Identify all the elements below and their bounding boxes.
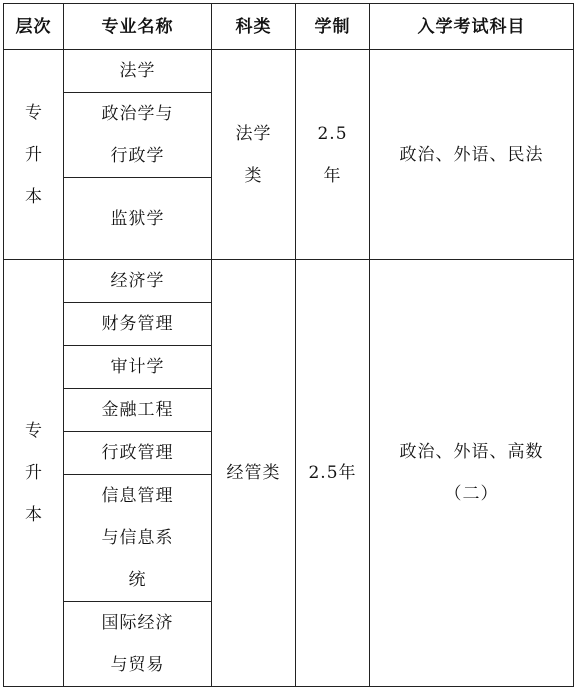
group2-major-cell bbox=[64, 602, 212, 687]
group1-exam-subjects: 政治、外语、民法 bbox=[370, 50, 574, 260]
header-row bbox=[4, 4, 574, 50]
group1-category-cell bbox=[212, 50, 296, 260]
table-row bbox=[4, 50, 574, 93]
group2-major: 信息管理与信息系统 bbox=[101, 486, 174, 590]
group2-major: 行政管理 bbox=[64, 432, 212, 475]
group1-category: 法学类 bbox=[235, 123, 272, 186]
header-exam-subjects: 入学考试科目 bbox=[370, 4, 574, 50]
table-row bbox=[4, 260, 574, 303]
header-category: 科类 bbox=[212, 4, 296, 50]
group1-duration-cell bbox=[296, 50, 370, 260]
group2-duration: 2.5年 bbox=[296, 260, 370, 687]
header-duration: 学制 bbox=[296, 4, 370, 50]
group2-exam-subjects-cell bbox=[370, 260, 574, 687]
group1-major: 政治学与行政学 bbox=[101, 104, 174, 166]
group1-major: 监狱学 bbox=[64, 178, 212, 260]
group2-major: 财务管理 bbox=[64, 303, 212, 346]
group2-major: 经济学 bbox=[64, 260, 212, 303]
group2-major: 国际经济与贸易 bbox=[101, 613, 174, 675]
group1-duration: 2.5年 bbox=[317, 123, 348, 186]
group1-level-cell bbox=[4, 50, 64, 260]
group2-major-cell bbox=[64, 475, 212, 602]
header-major-name: 专业名称 bbox=[64, 4, 212, 50]
group2-major: 金融工程 bbox=[64, 389, 212, 432]
group1-major-cell bbox=[64, 93, 212, 178]
group2-exam-subjects: 政治、外语、高数（二） bbox=[399, 442, 544, 504]
group2-level: 专升本 bbox=[25, 421, 43, 525]
admission-table bbox=[3, 3, 574, 687]
group2-level-cell bbox=[4, 260, 64, 687]
group1-major: 法学 bbox=[64, 50, 212, 93]
group2-category: 经管类 bbox=[212, 260, 296, 687]
header-level: 层次 bbox=[4, 4, 64, 50]
group2-major: 审计学 bbox=[64, 346, 212, 389]
group1-level: 专升本 bbox=[25, 102, 43, 207]
